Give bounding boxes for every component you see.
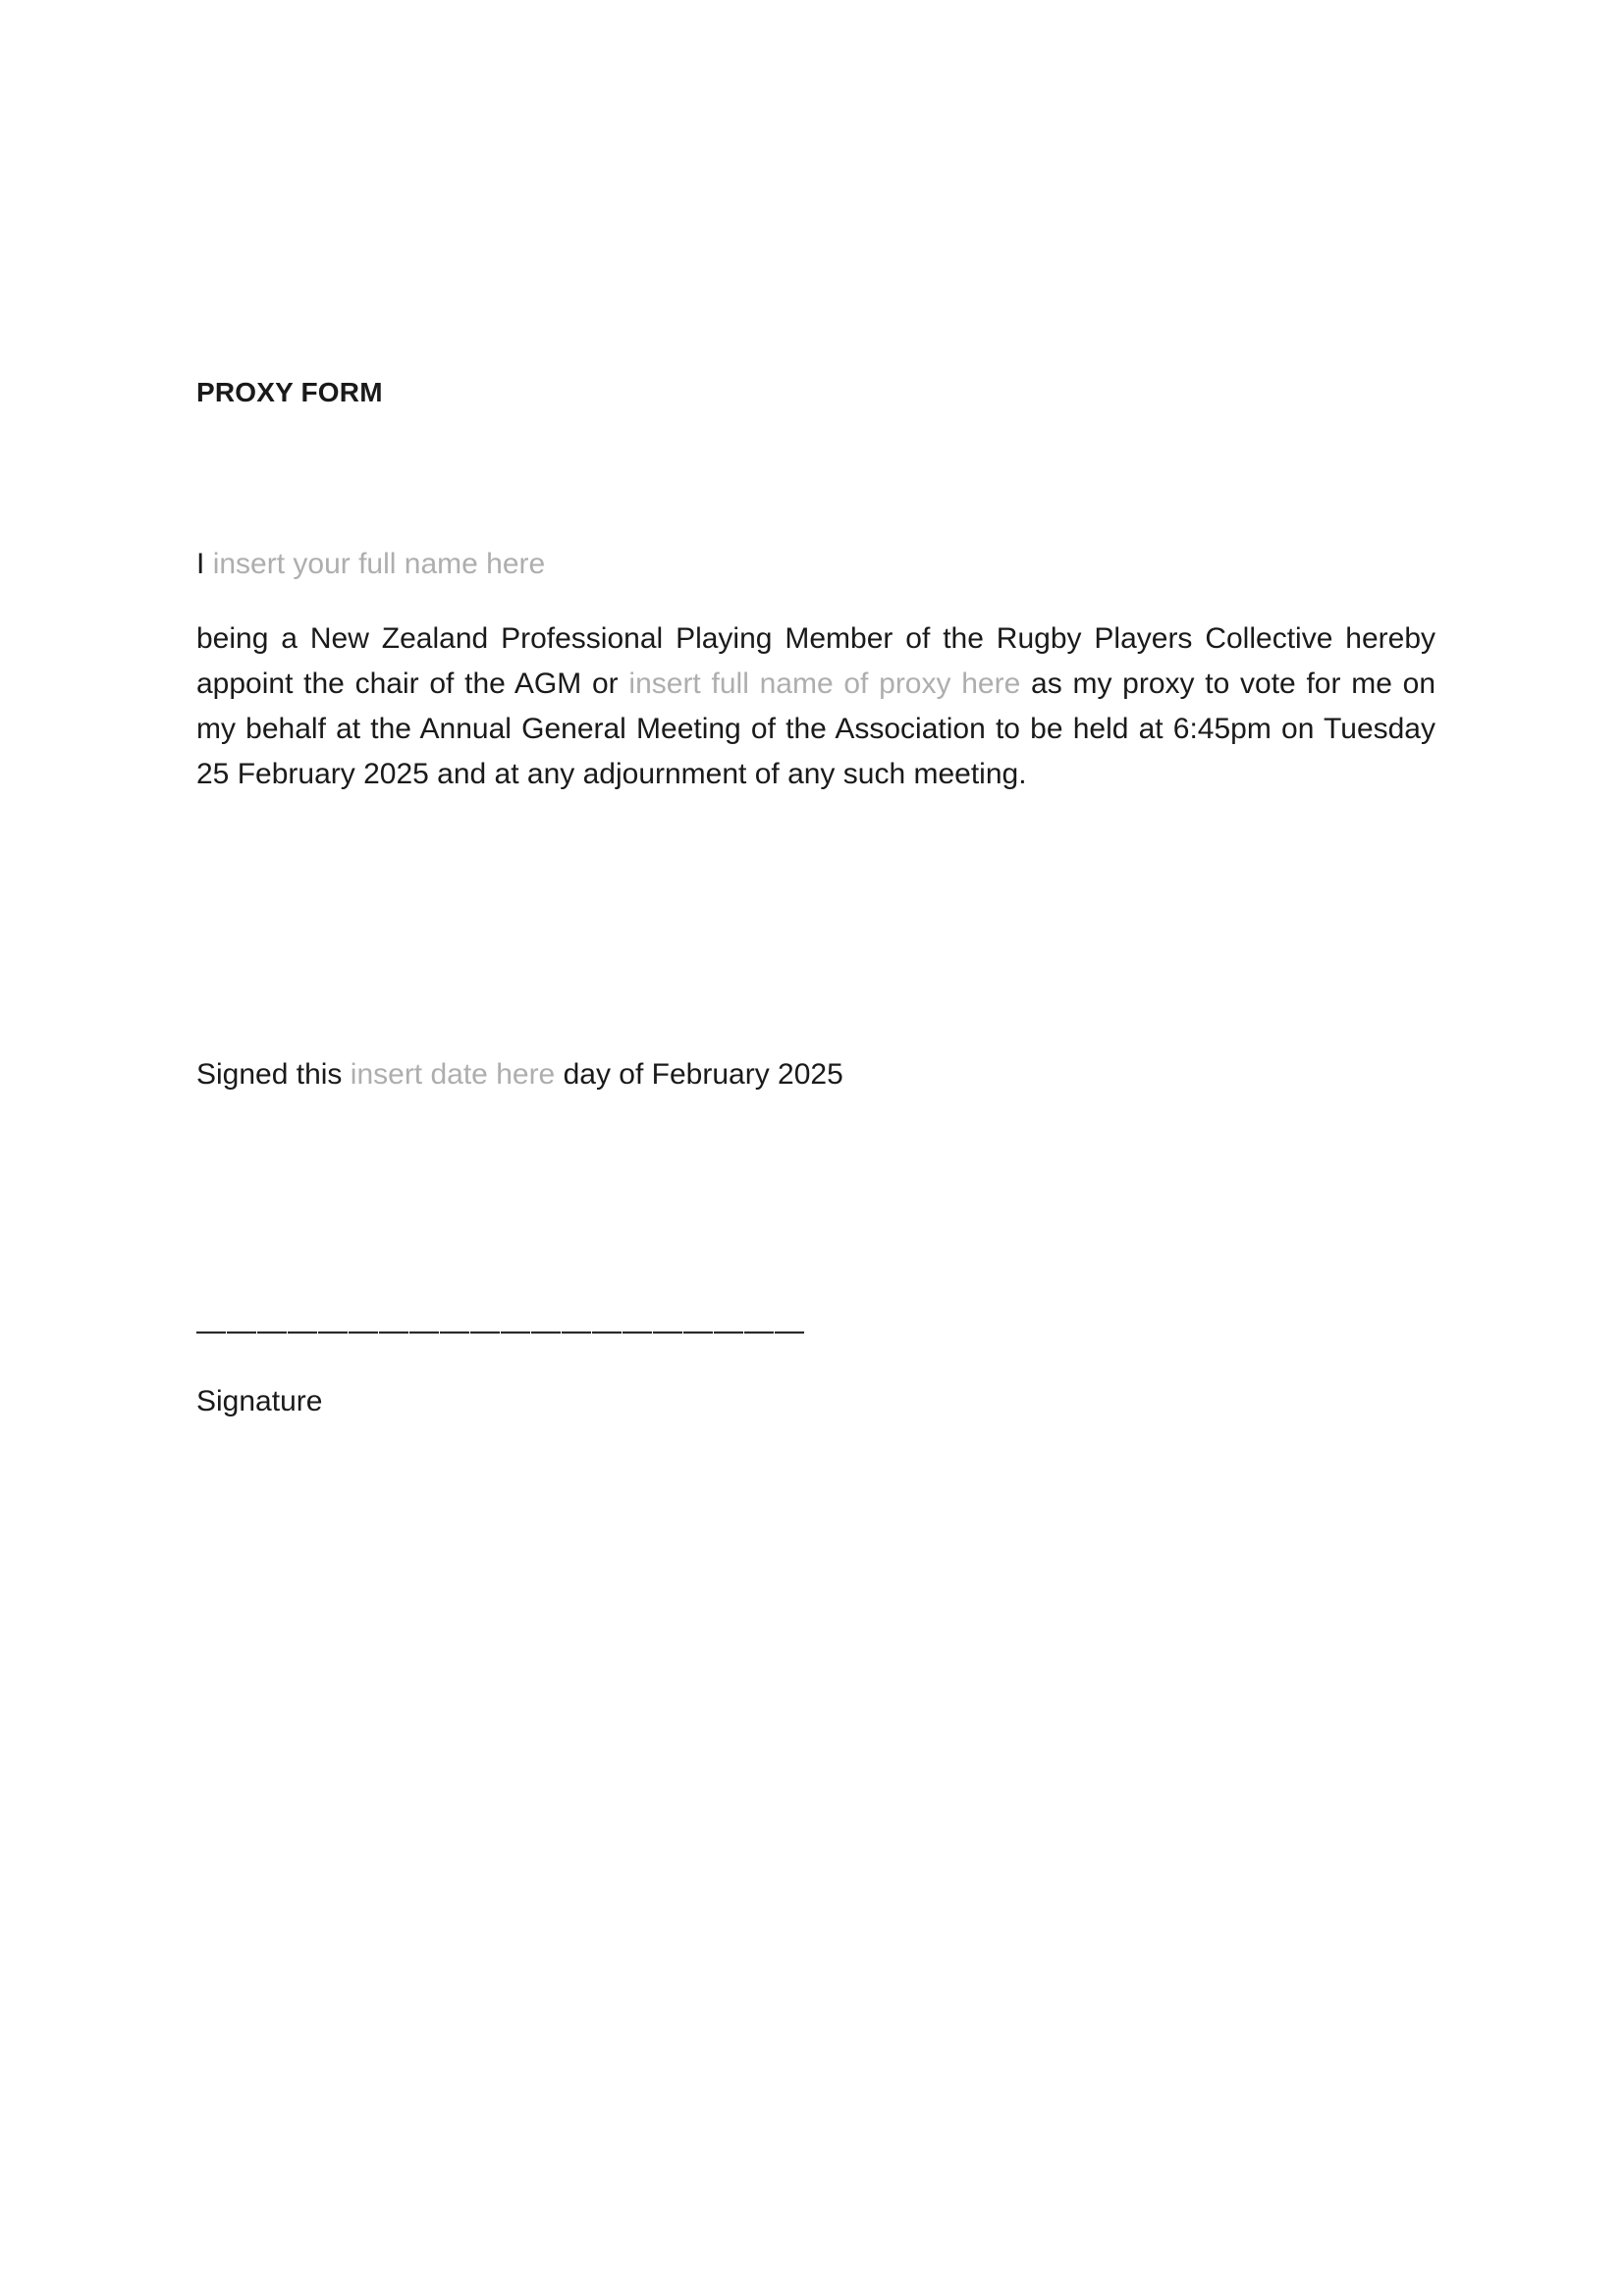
proxy-name-placeholder[interactable]: insert full name of proxy here — [628, 667, 1021, 700]
signature-line[interactable]: ———————————————————— — [196, 1314, 805, 1347]
signed-date-line — [196, 1052, 843, 1097]
signature-label: Signature — [196, 1385, 323, 1417]
paragraph-text-after-proxy: as my proxy to vote for me on my behalf at the Annual General Meeting of the Association to be held at 6:45pm on Tuesday 25 February 2025 and at any adjournment of any such meeting. — [196, 667, 1436, 790]
signed-date-placeholder[interactable]: insert date here — [350, 1058, 556, 1091]
signed-prefix-label: Signed this — [196, 1058, 343, 1091]
paragraph-text-before-proxy: being a New Zealand Professional Playing Member of the Rugby Players Collective hereby appoint the chair of the AGM or — [196, 622, 1435, 700]
name-declaration-line — [196, 542, 545, 587]
signed-suffix-label: day of February 2025 — [563, 1058, 843, 1091]
page-title: PROXY FORM — [196, 377, 383, 407]
full-name-placeholder[interactable]: insert your full name here — [212, 548, 546, 580]
proxy-appointment-paragraph — [196, 616, 1435, 797]
pronoun-label: I — [196, 548, 205, 580]
